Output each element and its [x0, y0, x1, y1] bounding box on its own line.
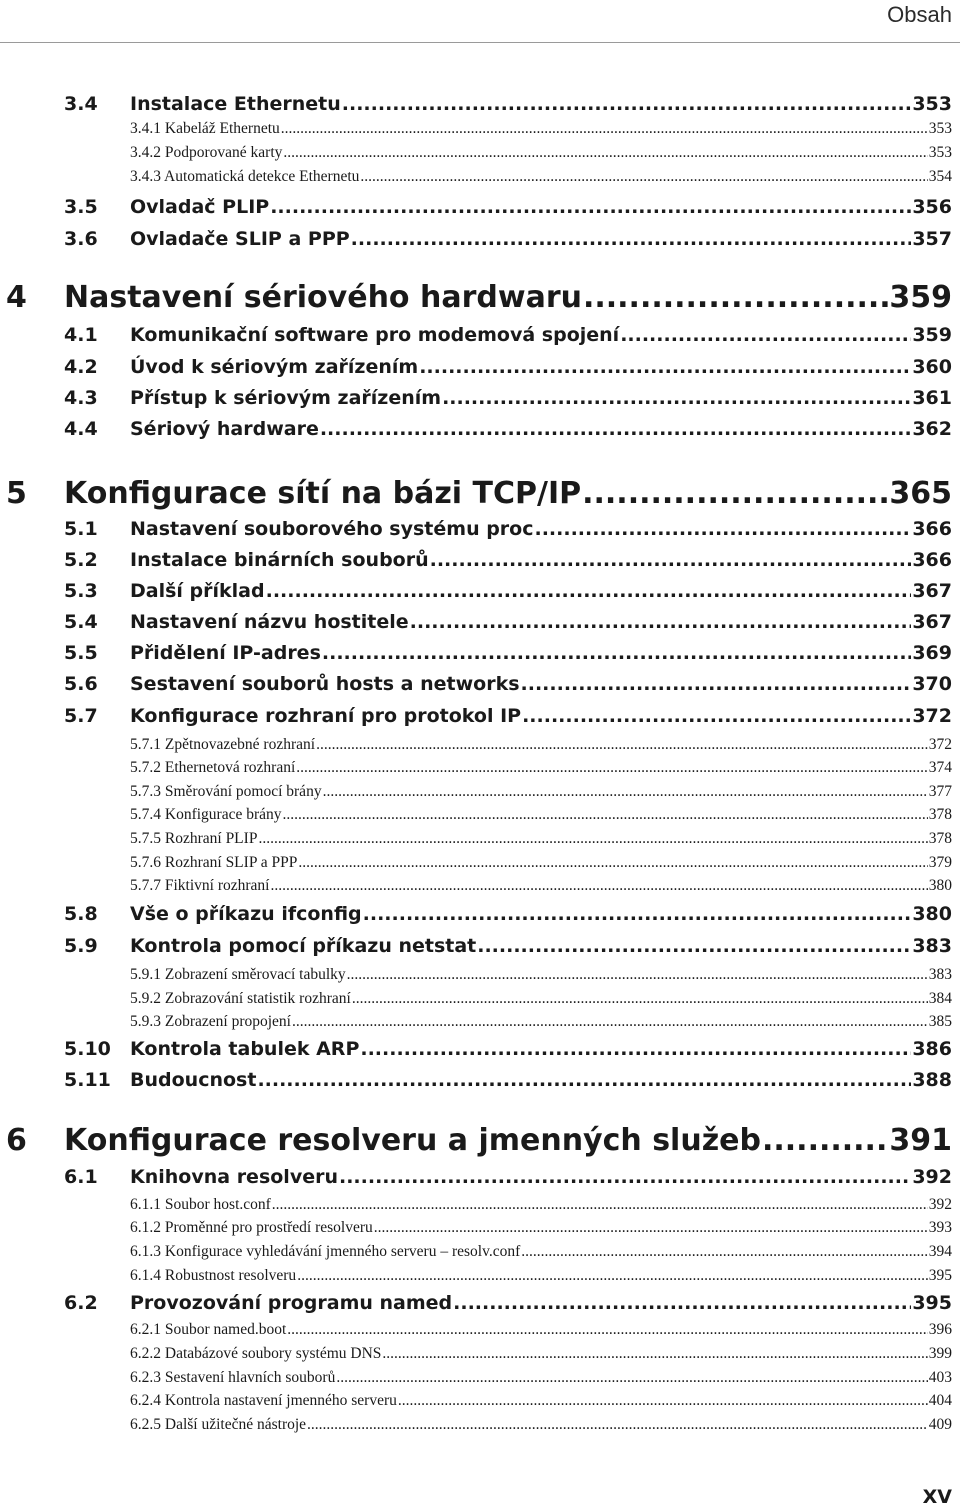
toc-page-number: 395 [912, 1292, 952, 1314]
toc-page-number: 369 [912, 642, 952, 664]
toc-subsection[interactable] [130, 1416, 952, 1434]
dot-leader [258, 830, 927, 848]
toc-page-number: 395 [928, 1267, 952, 1284]
toc-page-number: 366 [912, 549, 952, 571]
toc-page-number: 385 [928, 1013, 952, 1030]
dot-leader [336, 1369, 927, 1387]
toc-title: 5.9.2 Zobrazování statistik rozhraní [130, 990, 351, 1007]
dot-leader [352, 990, 928, 1008]
toc-title: 5.7.6 Rozhraní SLIP a PPP [130, 854, 298, 871]
dot-leader [620, 324, 911, 346]
toc-subsection[interactable] [130, 736, 952, 754]
dot-leader [360, 168, 927, 186]
toc-title: Sestavení souborů hosts a networks [130, 673, 520, 695]
toc-page-number: 384 [928, 990, 952, 1007]
dot-leader [323, 783, 928, 801]
toc-title: 5.7.2 Ethernetová rozhraní [130, 759, 296, 776]
toc-page-number: 357 [912, 228, 952, 250]
dot-leader [347, 966, 928, 984]
toc-subsection[interactable] [130, 144, 952, 162]
toc-title: 6.1.2 Proměnné pro prostředí resolveru [130, 1219, 373, 1236]
toc-page-number: 366 [912, 518, 952, 540]
toc-title: Ovladač PLIP [130, 196, 270, 218]
toc-page-number: 356 [912, 196, 952, 218]
toc-number: 3.4 [64, 93, 98, 115]
toc-section[interactable] [64, 228, 952, 250]
toc-page-number: 391 [889, 1123, 952, 1158]
toc-page-number: 359 [889, 280, 952, 315]
toc-page-number: 377 [928, 783, 952, 800]
toc-page-number: 409 [928, 1416, 952, 1433]
dot-leader [292, 1013, 928, 1031]
toc-title: 6.2.5 Další užitečné nástroje [130, 1416, 307, 1433]
toc-title: Přidělení IP-adres [130, 642, 321, 664]
dot-leader [339, 1166, 911, 1188]
toc-subsection[interactable] [130, 120, 952, 138]
toc-page-number: 353 [912, 93, 952, 115]
dot-leader [257, 1069, 911, 1091]
toc-title: Provozování programu named [130, 1292, 453, 1314]
toc-number: 4 [6, 280, 27, 315]
toc-title: 5.7.5 Rozhraní PLIP [130, 830, 258, 847]
dot-leader [360, 1038, 911, 1060]
dot-leader [272, 1196, 928, 1214]
toc-page-number: 378 [928, 806, 952, 823]
dot-leader [477, 935, 911, 957]
toc-section[interactable] [64, 1292, 952, 1314]
toc-number: 3.5 [64, 196, 98, 218]
toc-title: Nastavení souborového systému proc [130, 518, 534, 540]
toc-page-number: 404 [928, 1392, 952, 1409]
toc-number: 6 [6, 1123, 27, 1158]
toc-title: Konfigurace resolveru a jmenných služeb [64, 1123, 761, 1158]
toc-title: 5.7.1 Zpětnovazebné rozhraní [130, 736, 316, 753]
toc-title: Instalace binárních souborů [130, 549, 429, 571]
dot-leader [271, 877, 928, 895]
toc-page-number: 396 [928, 1321, 952, 1338]
toc-title: 5.7.4 Konfigurace brány [130, 806, 282, 823]
toc-number: 5.1 [64, 518, 98, 540]
toc-page-number: 386 [912, 1038, 952, 1060]
dot-leader [322, 642, 911, 664]
toc-page-number: 380 [912, 903, 952, 925]
toc-page-number: 383 [928, 966, 952, 983]
toc-section[interactable] [64, 642, 952, 664]
dot-leader [266, 580, 912, 602]
toc-number: 4.4 [64, 418, 98, 440]
toc-subsection[interactable] [130, 990, 952, 1008]
toc-subsection[interactable] [130, 759, 952, 777]
toc-page-number: 403 [928, 1369, 952, 1386]
dot-leader [583, 280, 888, 315]
toc-subsection[interactable] [130, 1345, 952, 1363]
toc-number: 5.5 [64, 642, 98, 664]
toc-page-number: 370 [912, 673, 952, 695]
toc-page-number: 392 [928, 1196, 952, 1213]
dot-leader [419, 356, 911, 378]
toc-section[interactable] [64, 903, 952, 925]
toc-title: Knihovna resolveru [130, 1166, 338, 1188]
dot-leader [283, 144, 927, 162]
toc-page-number: 392 [912, 1166, 952, 1188]
toc-page-number: 378 [928, 830, 952, 847]
toc-section[interactable] [64, 935, 952, 957]
header-divider [0, 42, 960, 43]
toc-section[interactable] [64, 418, 952, 440]
toc-title: Nastavení sériového hardwaru [64, 280, 582, 315]
toc-title: Nastavení názvu hostitele [130, 611, 409, 633]
dot-leader [410, 611, 912, 633]
toc-page-number: 399 [928, 1345, 952, 1362]
dot-leader [430, 549, 912, 571]
toc-title: Komunikační software pro modemová spojení [130, 324, 620, 346]
toc-number: 5.2 [64, 549, 98, 571]
toc-title: 3.4.3 Automatická detekce Ethernetu [130, 168, 360, 185]
toc-page-number: 380 [928, 877, 952, 894]
toc-title: 6.2.3 Sestavení hlavních souborů [130, 1369, 336, 1386]
toc-page-number: 362 [912, 418, 952, 440]
toc-page-number: 353 [928, 144, 952, 161]
toc-page-number: 372 [912, 705, 952, 727]
toc-page-number: 361 [912, 387, 952, 409]
toc-chapter[interactable] [6, 476, 952, 511]
dot-leader [582, 476, 888, 511]
toc-title: 5.7.7 Fiktivní rozhraní [130, 877, 270, 894]
toc-title: Kontrola tabulek ARP [130, 1038, 360, 1060]
toc-page-number: 372 [928, 736, 952, 753]
toc-title: 5.9.3 Zobrazení propojení [130, 1013, 291, 1030]
toc-subsection[interactable] [130, 1369, 952, 1387]
dot-leader [398, 1392, 928, 1410]
toc-title: Budoucnost [130, 1069, 257, 1091]
dot-leader [281, 120, 928, 138]
dot-leader [453, 1292, 911, 1314]
toc-title: 6.1.4 Robustnost resolveru [130, 1267, 297, 1284]
dot-leader [351, 228, 912, 250]
dot-leader [316, 736, 928, 754]
toc-section[interactable] [64, 518, 952, 540]
dot-leader [298, 854, 927, 872]
toc-subsection[interactable] [130, 806, 952, 824]
toc-title: 6.1.1 Soubor host.conf [130, 1196, 271, 1213]
toc-subsection[interactable] [130, 1013, 952, 1031]
toc-section[interactable] [64, 705, 952, 727]
toc-number: 4.1 [64, 324, 98, 346]
toc-section[interactable] [64, 580, 952, 602]
page-number: XV [922, 1486, 952, 1508]
dot-leader [442, 387, 911, 409]
dot-leader [535, 518, 912, 540]
toc-section[interactable] [64, 611, 952, 633]
toc-number: 5.10 [64, 1038, 111, 1060]
toc-title: 3.4.1 Kabeláž Ethernetu [130, 120, 280, 137]
toc-subsection[interactable] [130, 1219, 952, 1237]
toc-subsection[interactable] [130, 877, 952, 895]
toc-page-number: 393 [928, 1219, 952, 1236]
toc-title: 6.2.4 Kontrola nastavení jmenného serveru [130, 1392, 397, 1409]
dot-leader [320, 418, 911, 440]
dot-leader [382, 1345, 927, 1363]
toc-number: 5 [6, 476, 27, 511]
toc-title: Konfigurace sítí na bázi TCP/IP [64, 476, 582, 511]
dot-leader [342, 93, 912, 115]
dot-leader [296, 759, 927, 777]
toc-subsection[interactable] [130, 783, 952, 801]
toc-number: 5.7 [64, 705, 98, 727]
toc-section[interactable] [64, 1038, 952, 1060]
toc-title: Vše o příkazu ifconfig [130, 903, 362, 925]
toc-page-number: 359 [912, 324, 952, 346]
toc-section[interactable] [64, 196, 952, 218]
toc-section[interactable] [64, 1069, 952, 1091]
toc-title: Kontrola pomocí příkazu netstat [130, 935, 477, 957]
toc-title: Sériový hardware [130, 418, 319, 440]
toc-page-number: 353 [928, 120, 952, 137]
toc-title: 5.7.3 Směrování pomocí brány [130, 783, 322, 800]
toc-page-number: 367 [912, 611, 952, 633]
toc-page-number: 365 [889, 476, 952, 511]
toc-title: 5.9.1 Zobrazení směrovací tabulky [130, 966, 346, 983]
toc-title: 6.2.1 Soubor named.boot [130, 1321, 287, 1338]
toc-title: Přístup k sériovým zařízením [130, 387, 442, 409]
toc-page-number: 394 [928, 1243, 952, 1260]
toc-title: Konfigurace rozhraní pro protokol IP [130, 705, 522, 727]
toc-page-number: 374 [928, 759, 952, 776]
toc-title: Ovladače SLIP a PPP [130, 228, 350, 250]
toc-section[interactable] [64, 324, 952, 346]
dot-leader [297, 1267, 928, 1285]
toc-page-number: 354 [928, 168, 952, 185]
toc-subsection[interactable] [130, 1392, 952, 1410]
toc-chapter[interactable] [6, 280, 952, 315]
toc-number: 4.2 [64, 356, 98, 378]
toc-page-number: 383 [912, 935, 952, 957]
toc-number: 5.8 [64, 903, 98, 925]
toc-subsection[interactable] [130, 1196, 952, 1214]
dot-leader [521, 1243, 928, 1261]
toc-section[interactable] [64, 549, 952, 571]
toc-section[interactable] [64, 93, 952, 115]
toc-subsection[interactable] [130, 1243, 952, 1261]
toc-section[interactable] [64, 1166, 952, 1188]
toc-section[interactable] [64, 673, 952, 695]
dot-leader [307, 1416, 928, 1434]
toc-title: Úvod k sériovým zařízením [130, 356, 419, 378]
toc-subsection[interactable] [130, 830, 952, 848]
toc-number: 5.11 [64, 1069, 111, 1091]
toc-number: 5.4 [64, 611, 98, 633]
toc-page-number: 379 [928, 854, 952, 871]
toc-section[interactable] [64, 356, 952, 378]
toc-number: 4.3 [64, 387, 98, 409]
dot-leader [270, 196, 911, 218]
toc-page-number: 388 [912, 1069, 952, 1091]
dot-leader [374, 1219, 928, 1237]
toc-subsection[interactable] [130, 854, 952, 872]
toc-title: 6.2.2 Databázové soubory systému DNS [130, 1345, 382, 1362]
toc-title: 3.4.2 Podporované karty [130, 144, 283, 161]
dot-leader [521, 673, 912, 695]
toc-page-number: 367 [912, 580, 952, 602]
toc-chapter[interactable] [6, 1123, 952, 1158]
toc-title: Instalace Ethernetu [130, 93, 341, 115]
toc-subsection[interactable] [130, 966, 952, 984]
toc-subsection[interactable] [130, 168, 952, 186]
toc-number: 5.3 [64, 580, 98, 602]
toc-number: 5.6 [64, 673, 98, 695]
toc-section[interactable] [64, 387, 952, 409]
toc-subsection[interactable] [130, 1267, 952, 1285]
dot-leader [287, 1321, 927, 1339]
dot-leader [363, 903, 912, 925]
dot-leader [283, 806, 928, 824]
dot-leader [522, 705, 911, 727]
page-header-title: Obsah [887, 2, 952, 27]
dot-leader [762, 1123, 888, 1158]
toc-title: 6.1.3 Konfigurace vyhledávání jmenného serveru – resolv.conf [130, 1243, 521, 1260]
toc-number: 6.2 [64, 1292, 98, 1314]
toc-page-number: 360 [912, 356, 952, 378]
toc-number: 5.9 [64, 935, 98, 957]
toc-title: Další příklad [130, 580, 265, 602]
toc-number: 6.1 [64, 1166, 98, 1188]
toc-subsection[interactable] [130, 1321, 952, 1339]
toc-number: 3.6 [64, 228, 98, 250]
